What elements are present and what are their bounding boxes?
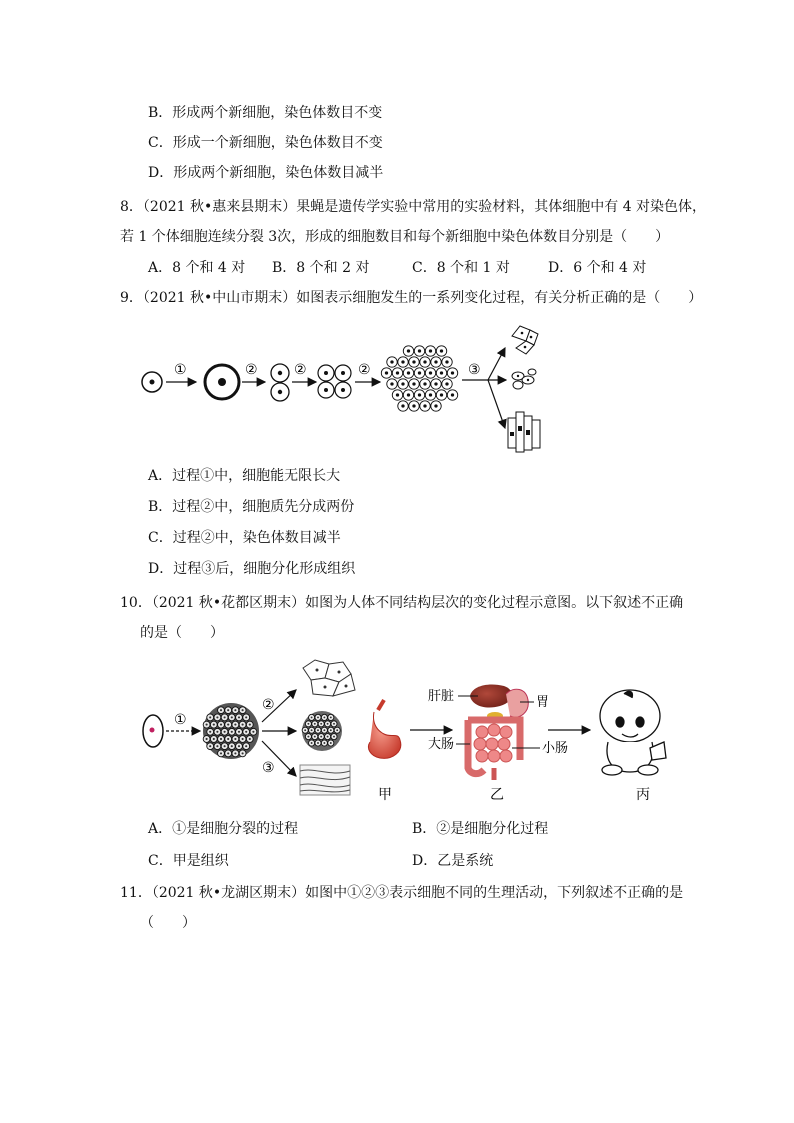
label-small-intestine: 小肠 <box>542 741 569 756</box>
cell-nucleus <box>206 724 208 726</box>
cell-nucleus <box>249 738 251 740</box>
cell-nucleus <box>304 729 306 731</box>
q10-label-2: ② <box>262 697 275 713</box>
q9-option-b: B．过程②中，细胞质先分成两份 <box>148 499 355 515</box>
cell-nucleus <box>238 716 240 718</box>
digestive-system <box>468 684 528 780</box>
q10-options-row1 <box>0 819 794 839</box>
q9-option-c: C．过程②中，染色体数目减半 <box>148 530 341 546</box>
cell-nucleus <box>311 716 313 718</box>
cell-nucleus <box>238 745 240 747</box>
cell-nucleus <box>330 729 332 731</box>
cell-nucleus <box>327 723 329 725</box>
q10-stem-line1: 10．（2021 秋•花都区期末）如图为人体不同结构层次的变化过程示意图。以下叙述不正确 <box>120 595 684 611</box>
cell-nucleus <box>320 723 322 725</box>
cell-nucleus <box>249 724 251 726</box>
label-stomach: 胃 <box>536 695 550 710</box>
cell-nucleus <box>330 716 332 718</box>
cell-nucleus <box>231 745 233 747</box>
cell-nucleus <box>234 738 236 740</box>
q8-stem-line2: 若 1 个体细胞连续分裂 3次，形成的细胞数目和每个新细胞中染色体数目分别是（ ） <box>120 229 670 245</box>
q8-option-a: A．8 个和 4 对 <box>148 260 246 276</box>
cell-nucleus <box>209 731 211 733</box>
cell-nucleus <box>220 738 222 740</box>
q9-label-2a: ② <box>245 362 258 378</box>
cell-nucleus <box>234 724 236 726</box>
cell-nucleus <box>317 716 319 718</box>
q10-label-3: ③ <box>262 760 275 776</box>
cell-nucleus <box>209 716 211 718</box>
cell-nucleus <box>311 742 313 744</box>
q8-option-c: C．8 个和 1 对 <box>412 260 510 276</box>
cell-nucleus <box>209 745 211 747</box>
label-bing: 丙 <box>636 787 650 803</box>
cell-nucleus <box>227 752 229 754</box>
cell-nucleus <box>224 745 226 747</box>
q9-option-d: D．过程③后，细胞分化形成组织 <box>148 561 356 577</box>
cell-nucleus <box>242 738 244 740</box>
cell-nucleus <box>333 723 335 725</box>
q9-label-2c: ② <box>358 362 371 378</box>
q10-option-b: B．②是细胞分化过程 <box>412 821 549 837</box>
cell-nucleus <box>320 736 322 738</box>
q11-stem-line1: 11．（2021 秋•龙湖区期末）如图中①②③表示细胞不同的生理活动，下列叙述不正确的是 <box>120 885 684 901</box>
q10-option-c: C．甲是组织 <box>148 853 229 869</box>
cell-nucleus <box>213 738 215 740</box>
cell-nucleus <box>227 738 229 740</box>
q8-option-b: B．8 个和 2 对 <box>272 260 370 276</box>
cell-nucleus <box>252 731 254 733</box>
cell-nucleus <box>224 716 226 718</box>
cell-nucleus <box>227 709 229 711</box>
cell-nucleus <box>242 709 244 711</box>
q10-stem-line2: 的是（ ） <box>140 625 224 641</box>
cell-nucleus <box>234 709 236 711</box>
q7-option-d: D．形成两个新细胞，染色体数目减半 <box>148 165 384 181</box>
q8-stem-line1: 8．（2021 秋•惠来县期末）果蝇是遗传学实验中常用的实验材料，其体细胞中有 4 对染色体， <box>120 199 707 215</box>
cell-nucleus <box>323 716 325 718</box>
cell-nucleus <box>333 736 335 738</box>
label-jia: 甲 <box>378 787 392 803</box>
cell-nucleus <box>323 742 325 744</box>
cell-nucleus <box>213 724 215 726</box>
baby-figure <box>600 690 666 775</box>
cell-nucleus <box>317 729 319 731</box>
cell-nucleus <box>327 736 329 738</box>
fertilized-egg <box>143 715 163 747</box>
q8-option-d: D．6 个和 4 对 <box>548 260 647 276</box>
q9-label-1: ① <box>174 362 187 378</box>
cell-nucleus <box>242 752 244 754</box>
q7-option-c: C．形成一个新细胞，染色体数目不变 <box>148 135 383 151</box>
cell-nucleus <box>330 742 332 744</box>
q7-option-b: B．形成两个新细胞，染色体数目不变 <box>148 105 383 121</box>
q10-options-row2 <box>0 851 794 871</box>
cell-nucleus <box>314 736 316 738</box>
cell-nucleus <box>238 731 240 733</box>
label-yi: 乙 <box>490 787 504 803</box>
cell-nucleus <box>216 731 218 733</box>
cell-nucleus <box>234 752 236 754</box>
cell-nucleus <box>220 724 222 726</box>
cell-nucleus <box>242 724 244 726</box>
stomach-organ <box>368 700 400 758</box>
cell-nucleus <box>245 745 247 747</box>
cell-nucleus <box>216 716 218 718</box>
q10-option-d: D．乙是系统 <box>412 853 494 869</box>
tissue-epithelial <box>303 660 355 696</box>
q10-label-1: ① <box>174 712 187 728</box>
cell-nucleus <box>216 745 218 747</box>
cell-nucleus <box>245 716 247 718</box>
cell-ball-small <box>302 711 342 751</box>
q9-stem: 9．（2021 秋•中山市期末）如图表示细胞发生的一系列变化过程，有关分析正确的是（ ） <box>120 290 703 306</box>
cell-nucleus <box>314 723 316 725</box>
label-liver: 肝脏 <box>428 689 455 704</box>
cell-nucleus <box>311 729 313 731</box>
cell-nucleus <box>317 742 319 744</box>
cell-nucleus <box>227 724 229 726</box>
cell-nucleus <box>245 731 247 733</box>
cell-nucleus <box>224 731 226 733</box>
cell-nucleus <box>231 731 233 733</box>
cell-nucleus <box>231 716 233 718</box>
cell-nucleus <box>206 738 208 740</box>
cell-nucleus <box>220 752 222 754</box>
q10-option-a: A．①是细胞分裂的过程 <box>148 821 299 837</box>
cell-nucleus <box>307 723 309 725</box>
cell-nucleus <box>307 736 309 738</box>
q11-stem-line2: （ ） <box>140 915 196 931</box>
q9-label-2b: ② <box>294 362 307 378</box>
q9-label-3: ③ <box>468 362 481 378</box>
label-large-intestine: 大肠 <box>428 737 455 752</box>
cell-nucleus <box>323 729 325 731</box>
q9-option-a: A．过程①中，细胞能无限长大 <box>148 468 341 484</box>
tissue-fibrous <box>300 765 350 795</box>
cell-ball <box>203 703 259 759</box>
cell-nucleus <box>220 709 222 711</box>
cell-nucleus <box>336 729 338 731</box>
